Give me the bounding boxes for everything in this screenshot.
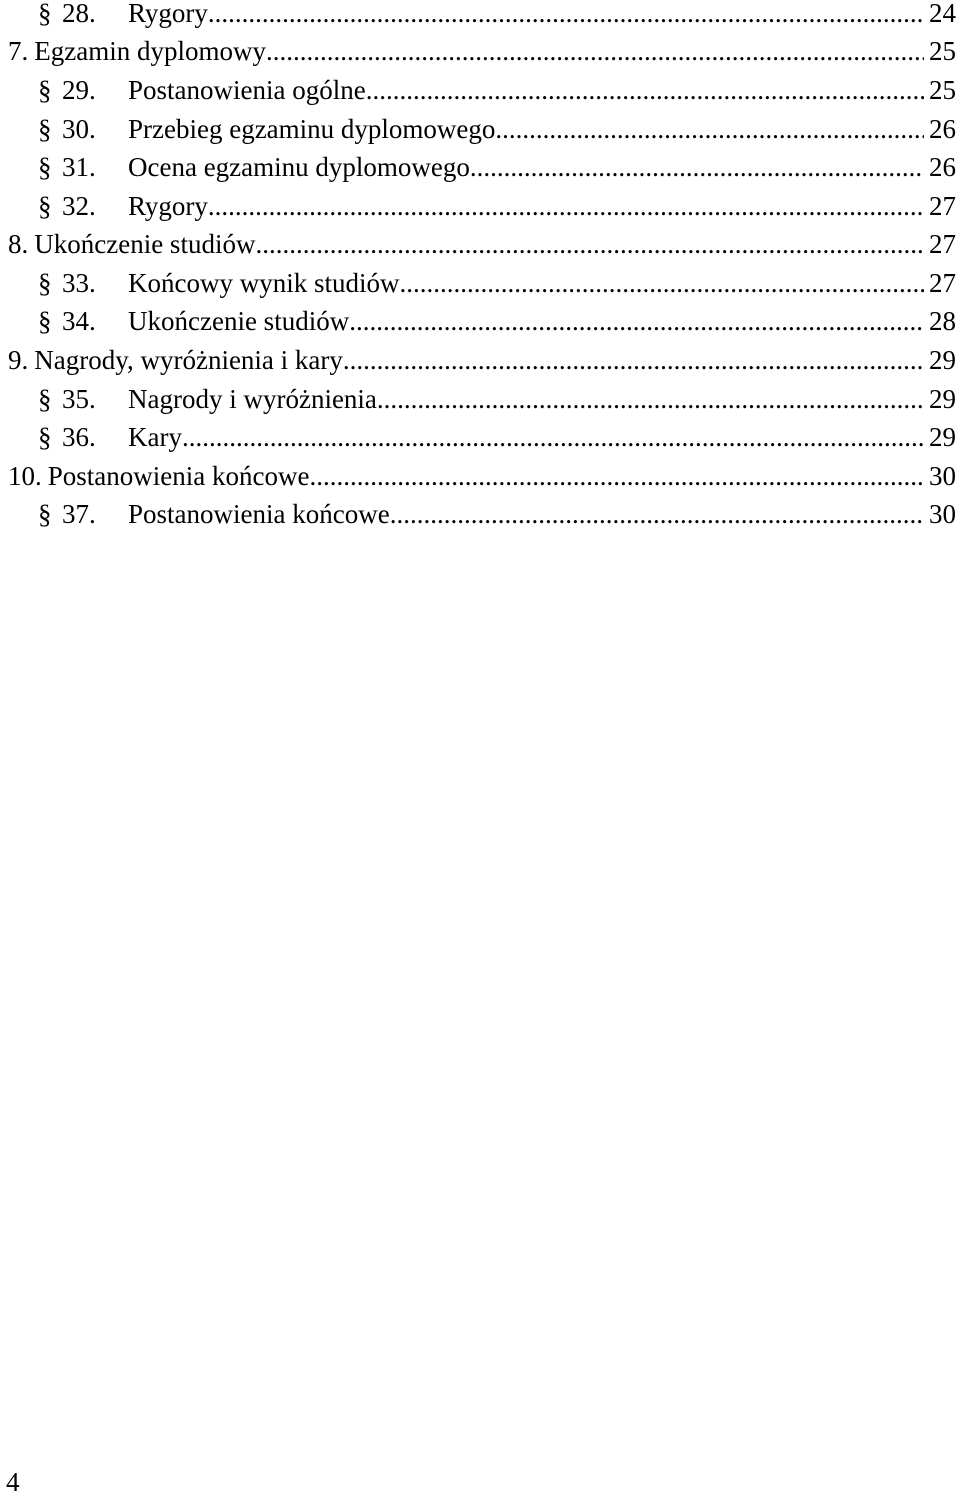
- toc-entry-chapter-10[interactable]: [8, 457, 956, 496]
- toc-entry-number: 29.: [62, 75, 96, 105]
- section-sign-icon: §: [38, 268, 52, 298]
- dot-leader: [343, 341, 924, 380]
- section-sign-icon: §: [38, 384, 52, 414]
- toc-entry-number: 8.: [8, 229, 29, 259]
- toc-entry-section-28[interactable]: [38, 0, 956, 33]
- section-sign-icon: §: [38, 191, 52, 221]
- toc-entry-page: 27: [929, 268, 956, 298]
- section-sign-icon: §: [38, 75, 52, 105]
- toc-entry-page: 27: [929, 191, 956, 221]
- toc-entry-section-30[interactable]: [38, 110, 956, 149]
- toc-entry-chapter-7[interactable]: [8, 32, 956, 71]
- toc-entry-number: 10.: [8, 461, 42, 491]
- toc-entry-number: 36.: [62, 422, 96, 452]
- toc-entry-title: Ukończenie studiów: [128, 306, 350, 336]
- section-sign-icon: §: [38, 306, 52, 336]
- toc-entry-number: 35.: [62, 384, 96, 414]
- toc-entry-page: 30: [929, 499, 956, 529]
- toc-entry-page: 26: [929, 152, 956, 182]
- toc-entry-page: 25: [929, 36, 956, 66]
- toc-entry-page: 25: [929, 75, 956, 105]
- dot-leader: [266, 32, 924, 71]
- toc-entry-number: 34.: [62, 306, 96, 336]
- dot-leader: [208, 187, 924, 226]
- dot-leader: [309, 457, 924, 496]
- toc-entry-title: Ocena egzaminu dyplomowego: [128, 152, 470, 182]
- toc-entry-page: 24: [929, 0, 956, 28]
- toc-entry-section-35[interactable]: [38, 380, 956, 419]
- section-sign-icon: §: [38, 499, 52, 529]
- dot-leader: [377, 380, 924, 419]
- toc-entry-section-37[interactable]: [38, 495, 956, 534]
- dot-leader: [470, 148, 924, 187]
- toc-entry-section-29[interactable]: [38, 71, 956, 110]
- dot-leader: [349, 302, 924, 341]
- toc-entry-page: 29: [929, 422, 956, 452]
- toc-entry-title: Kary: [128, 422, 182, 452]
- dot-leader: [366, 71, 924, 110]
- toc-entry-section-32[interactable]: [38, 187, 956, 226]
- toc-entry-page: 28: [929, 306, 956, 336]
- toc-entry-page: 27: [929, 229, 956, 259]
- toc-entry-number: 30.: [62, 114, 96, 144]
- toc-entry-title: Ukończenie studiów: [34, 229, 256, 259]
- toc-entry-number: 31.: [62, 152, 96, 182]
- toc-entry-page: 26: [929, 114, 956, 144]
- toc-entry-number: 9.: [8, 345, 29, 375]
- toc-entry-page: 29: [929, 384, 956, 414]
- toc-entry-title: Egzamin dyplomowy: [34, 36, 266, 66]
- toc-entry-section-36[interactable]: [38, 418, 956, 457]
- dot-leader: [208, 0, 924, 33]
- toc-entry-number: 37.: [62, 499, 96, 529]
- page-number: 4: [6, 1467, 20, 1497]
- toc-entry-chapter-9[interactable]: [8, 341, 956, 380]
- toc-entry-page: 30: [929, 461, 956, 491]
- toc-entry-title: Rygory: [128, 191, 208, 221]
- section-sign-icon: §: [38, 114, 52, 144]
- toc-entry-title: Nagrody i wyróżnienia: [128, 384, 377, 414]
- toc-entry-number: 33.: [62, 268, 96, 298]
- dot-leader: [255, 225, 924, 264]
- toc-entry-title: Postanowienia ogólne: [128, 75, 366, 105]
- toc-entry-title: Końcowy wynik studiów: [128, 268, 400, 298]
- toc-entry-title: Postanowienia końcowe: [128, 499, 390, 529]
- toc-entry-title: Przebieg egzaminu dyplomowego: [128, 114, 496, 144]
- toc-entry-number: 32.: [62, 191, 96, 221]
- section-sign-icon: §: [38, 152, 52, 182]
- toc-entry-title: Postanowienia końcowe: [47, 461, 310, 491]
- toc-entry-page: 29: [929, 345, 956, 375]
- toc-entry-chapter-8[interactable]: [8, 225, 956, 264]
- section-sign-icon: §: [38, 0, 52, 28]
- toc-entry-number: 7.: [8, 36, 29, 66]
- toc-entry-title: Nagrody, wyróżnienia i kary: [34, 345, 343, 375]
- toc-entry-section-34[interactable]: [38, 302, 956, 341]
- section-sign-icon: §: [38, 422, 52, 452]
- dot-leader: [495, 110, 924, 149]
- dot-leader: [390, 495, 924, 534]
- toc-entry-number: 28.: [62, 0, 96, 28]
- dot-leader: [182, 418, 924, 457]
- dot-leader: [400, 264, 925, 303]
- toc-entry-title: Rygory: [128, 0, 208, 28]
- toc-entry-section-33[interactable]: [38, 264, 956, 303]
- toc-entry-section-31[interactable]: [38, 148, 956, 187]
